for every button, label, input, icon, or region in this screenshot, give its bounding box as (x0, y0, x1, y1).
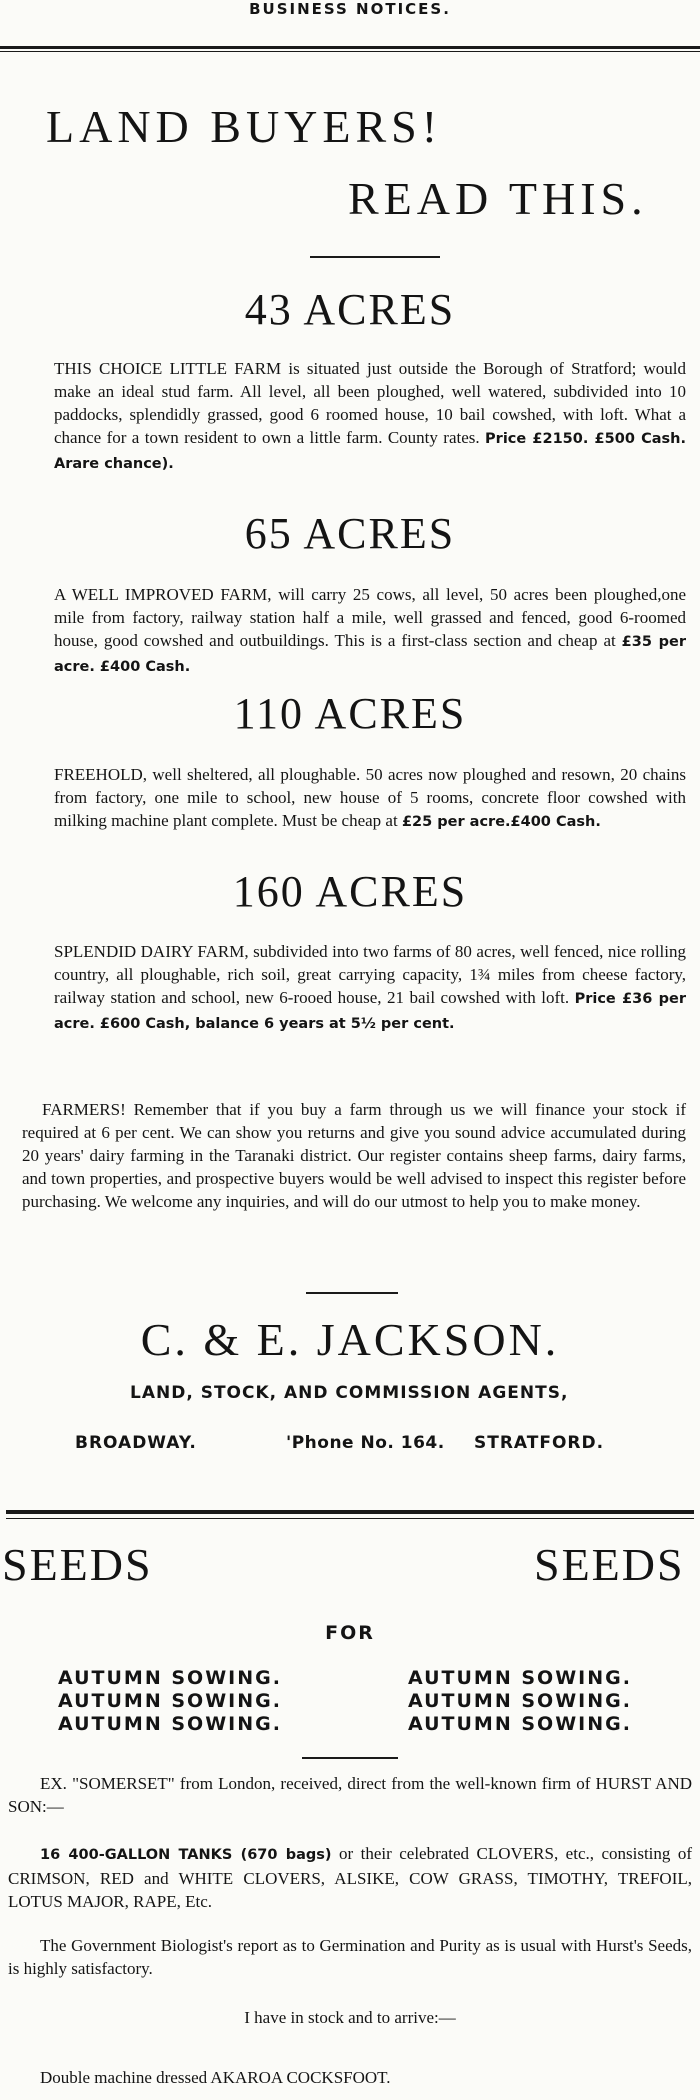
header-rule-thin (0, 51, 700, 52)
listing-description (18, 940, 686, 1036)
address-town: STRATFORD. (474, 1433, 605, 1453)
ad-separator-rule-thin (6, 1518, 694, 1519)
listing-title: 43 ACRES (244, 285, 456, 334)
listing-price: Price £36 per acre. £600 Cash, balance 6 years at 5½ per cent. (54, 991, 686, 1032)
headline-read-this: READ THIS. (348, 173, 648, 224)
headline-land-buyers: LAND BUYERS! (46, 101, 443, 152)
seeds-para-1 (8, 1772, 692, 1818)
seeds-para-4: I have in stock and to arrive:— (244, 2008, 456, 2027)
listing-price: £35 per acre. £400 Cash. (54, 634, 686, 675)
address-phone: 'Phone No. 164. (286, 1433, 445, 1453)
divider (306, 1292, 398, 1294)
header-rule (0, 46, 700, 49)
listing-body (18, 357, 686, 476)
farmers-note (22, 1098, 686, 1213)
autumn-sowing-line: AUTUMN SOWING. (408, 1667, 632, 1689)
divider (302, 1757, 398, 1759)
listing-body-text: SPLENDID DAIRY FARM, subdivided into two farms of 80 acres, well fenced, nice rolling country, all ploughable, rich soil, great carrying capacity, 1¾ miles from cheese factory, railway station and school, new 6-rooed house, 21 bail cowshed with loft. (54, 942, 686, 1007)
seeds-para-3-text: The Government Biologist's report as to Germination and Purity as is usual with Hurst's Seeds, is highly satisfactory. (8, 1936, 692, 1978)
listing-description (18, 583, 686, 679)
seeds-para-3 (8, 1934, 692, 1980)
listing-body (18, 763, 686, 834)
autumn-sowing-line: AUTUMN SOWING. (408, 1713, 632, 1735)
listing-price: Price £2150. £500 Cash. Arare chance). (54, 431, 686, 472)
listing-title: 110 ACRES (233, 689, 467, 738)
seeds-para-2 (8, 1842, 692, 1913)
firm-role: LAND, STOCK, AND COMMISSION AGENTS, (130, 1383, 569, 1403)
divider (310, 256, 440, 258)
seeds-tanks-text: 16 400-GALLON TANKS (670 bags) (40, 1847, 332, 1863)
seeds-para-1-text: EX. "SOMERSET" from London, received, direct from the well-known firm of HURST AND SON:— (8, 1774, 692, 1816)
section-header: BUSINESS NOTICES. (249, 0, 451, 18)
autumn-sowing-column-left (58, 1667, 282, 1736)
firm-name: C. & E. JACKSON. (140, 1314, 560, 1365)
autumn-sowing-line: AUTUMN SOWING. (58, 1713, 282, 1735)
address-street: BROADWAY. (75, 1433, 197, 1453)
listing-description (18, 357, 686, 476)
listing-body-text: THIS CHOICE LITTLE FARM is situated just outside the Borough of Stratford; would make an ideal stud farm. All level, all been ploughed, well watered, subdivided into 10 paddocks, splendidly grassed, good 6 roomed house, 10 bail cowshed, with loft. What a chance for a town resident to own a little farm. County rates. (54, 359, 686, 447)
seeds-for: FOR (325, 1622, 375, 1644)
seeds-title-right: SEEDS (534, 1539, 685, 1590)
seeds-title-left: SEEDS (2, 1539, 153, 1590)
listing-description (18, 763, 686, 834)
autumn-sowing-line: AUTUMN SOWING. (58, 1690, 282, 1712)
autumn-sowing-line: AUTUMN SOWING. (408, 1690, 632, 1712)
farmers-note-text: FARMERS! Remember that if you buy a farm through us we will finance your stock if required at 6 per cent. We can show you returns and give you sound advice accumulated during 20 years' dairy farming in the Taranaki district. Our register contains sheep farms, dairy farms, and town properties, and prospective buyers would be well advised to inspect this register before purchasing. We welcome any inquiries, and will do our utmost to help you to make money. (22, 1100, 686, 1211)
listing-body (18, 940, 686, 1036)
listing-body-text: FREEHOLD, well sheltered, all ploughable. 50 acres now ploughed and resown, 20 chains from factory, one mile to school, new house of 5 rooms, concrete floor cowshed with milking machine plant complete. Must be cheap at (54, 765, 686, 830)
listing-title: 65 ACRES (244, 509, 456, 558)
ad-separator-rule (6, 1510, 694, 1514)
seeds-para-5: Double machine dressed AKAROA COCKSFOOT. (40, 2068, 391, 2087)
listing-title: 160 ACRES (232, 867, 468, 916)
listing-body-text: A WELL IMPROVED FARM, will carry 25 cows, all level, 50 acres been ploughed,one mile from factory, railway station half a mile, well grassed and fenced, good 6-roomed house, good cowshed and outbuildings. This is a first-class section and cheap at (54, 585, 686, 650)
listing-price: £25 per acre.£400 Cash. (401, 814, 601, 830)
seeds-clovers-text: or their celebrated CLOVERS, etc., consisting of CRIMSON, RED and WHITE CLOVERS, ALSIKE, COW GRASS, TIMOTHY, TREFOIL, LOTUS MAJOR, RAPE, Etc. (8, 1844, 693, 1911)
autumn-sowing-column-right (408, 1667, 632, 1736)
listing-body (18, 583, 686, 679)
autumn-sowing-line: AUTUMN SOWING. (58, 1667, 282, 1689)
